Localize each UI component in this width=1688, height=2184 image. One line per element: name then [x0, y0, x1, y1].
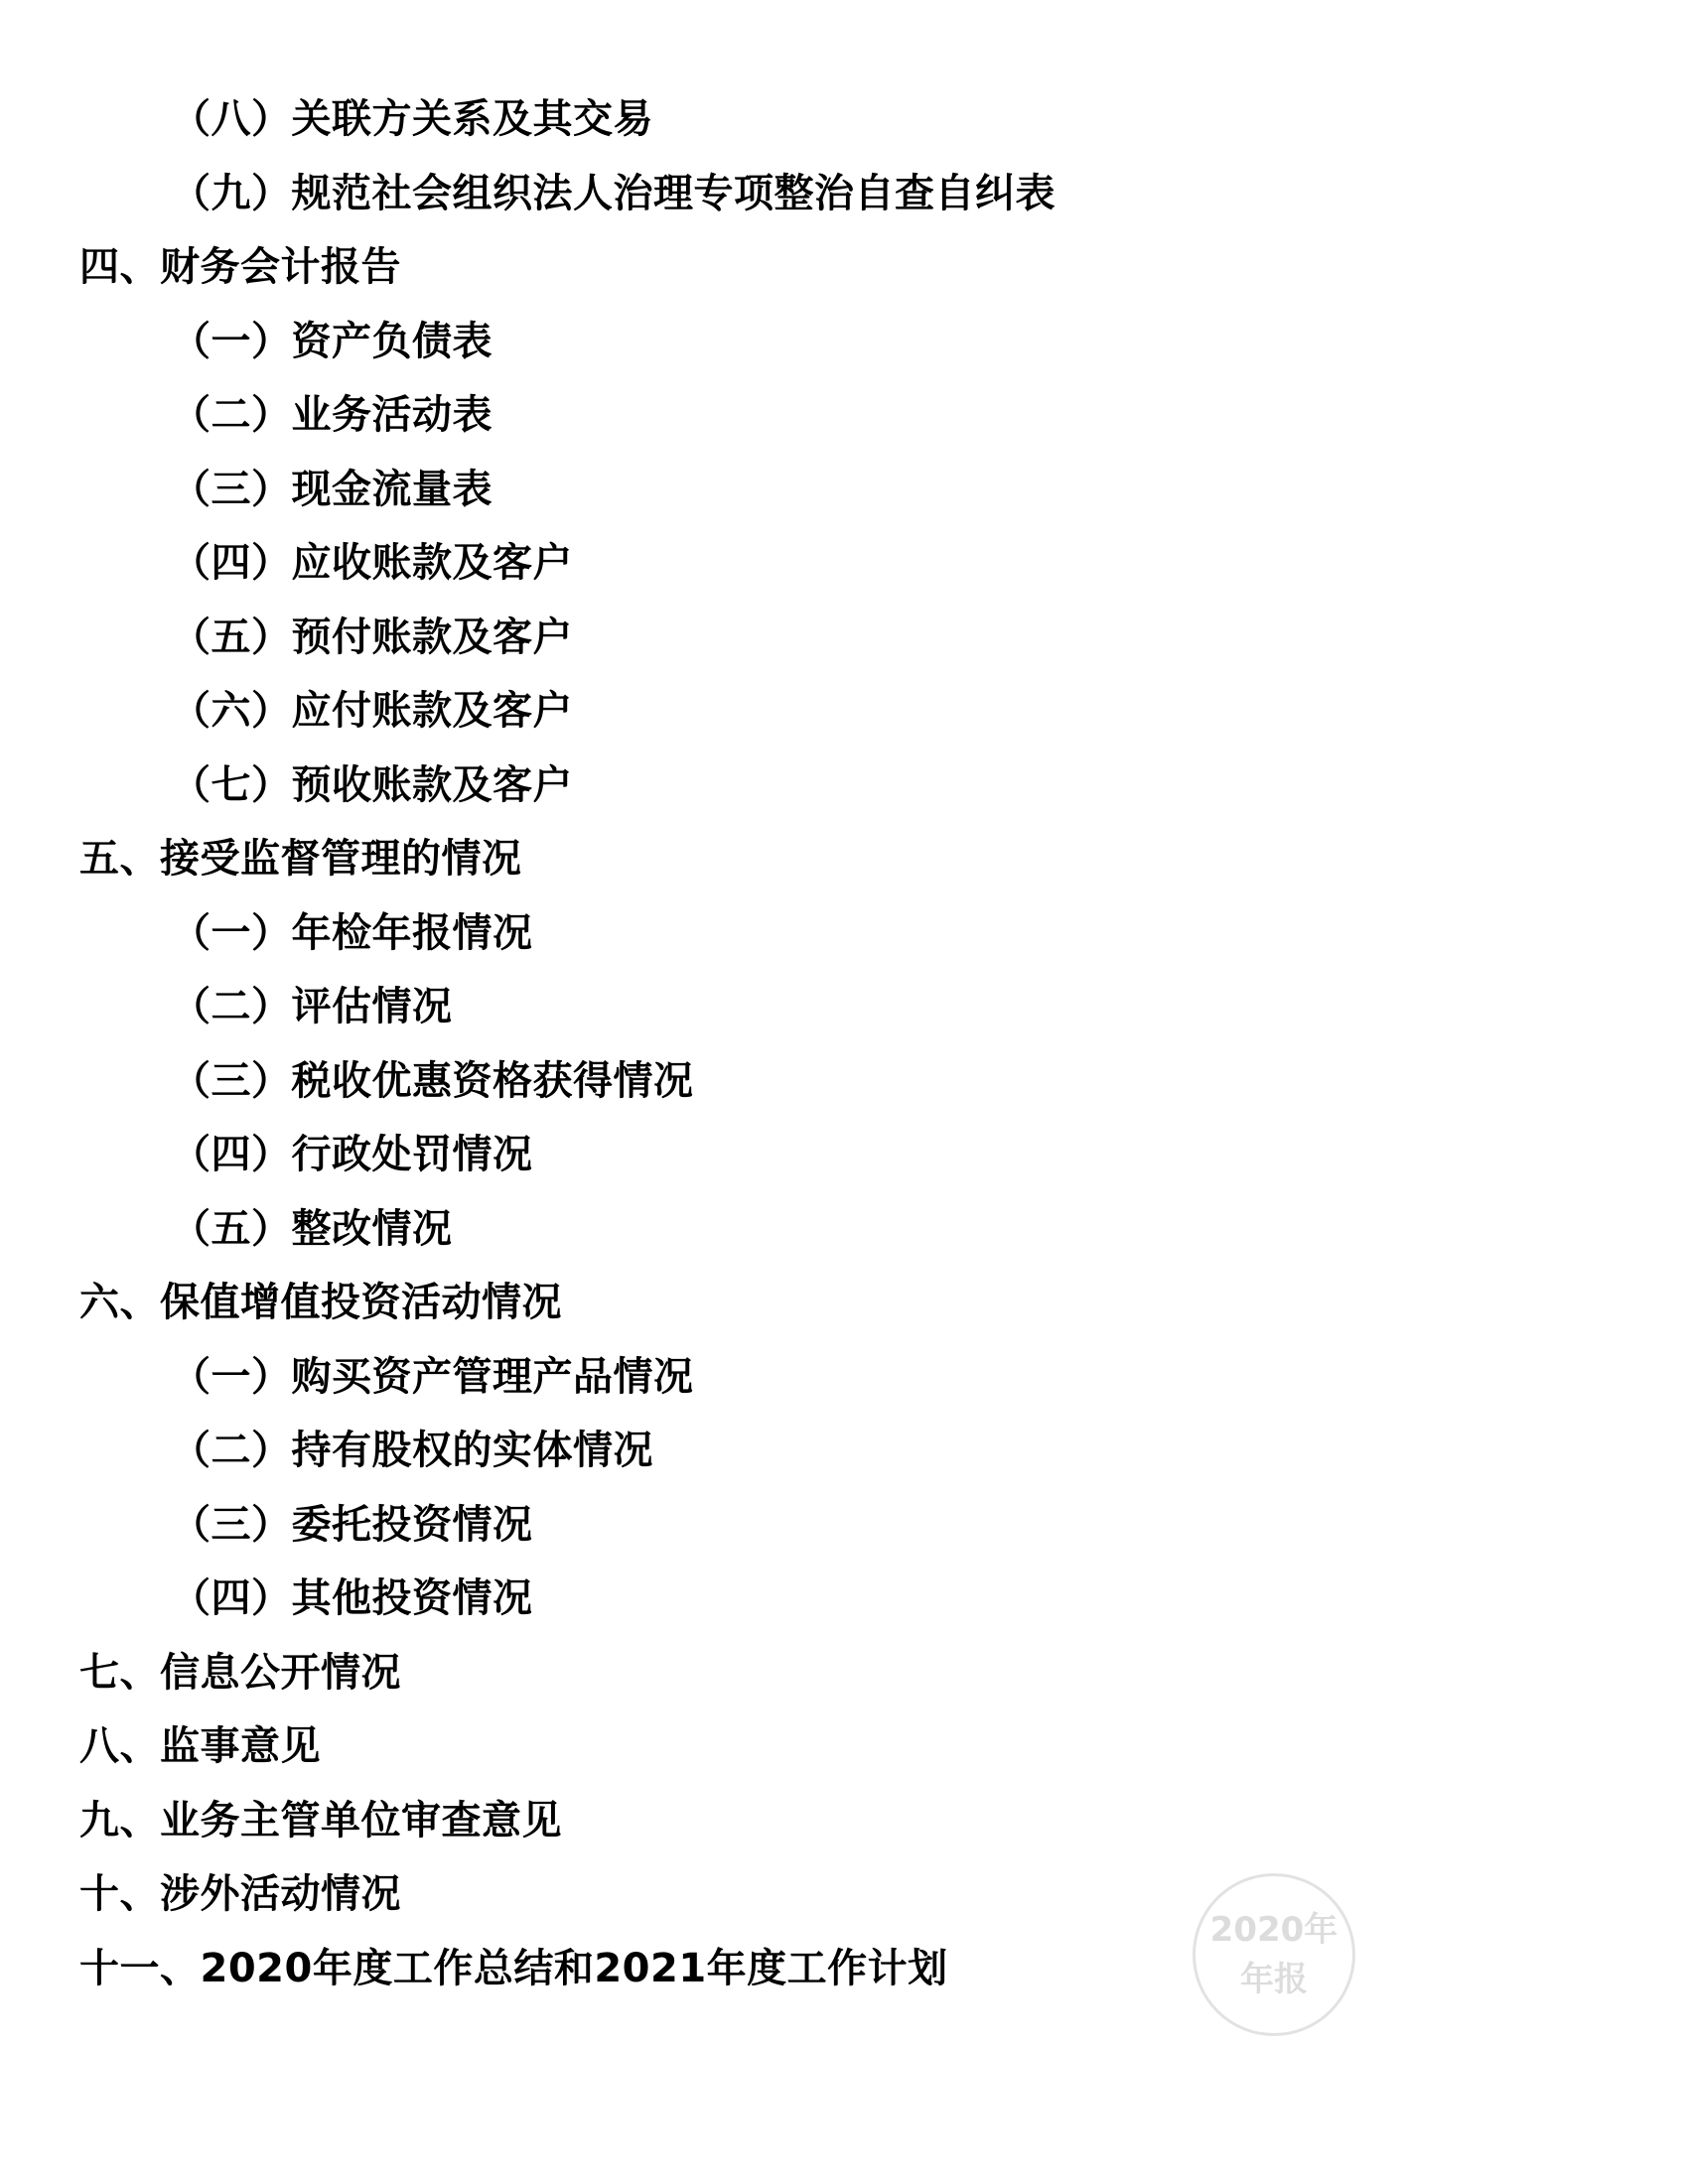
- toc-item: （二）持有股权的实体情况: [171, 1428, 653, 1473]
- toc-section-heading: 七、信息公开情况: [79, 1649, 401, 1696]
- toc-section-heading: 四、财务会计报告: [79, 244, 401, 290]
- toc-item: （五）预付账款及客户: [171, 614, 573, 660]
- table-of-contents: [0, 89, 1688, 2012]
- toc-section-heading: 九、业务主管单位审查意见: [79, 1797, 562, 1843]
- toc-item: （四）应收账款及客户: [171, 540, 573, 586]
- toc-section-heading: 十一、2020年度工作总结和2021年度工作计划: [79, 1945, 948, 1991]
- toc-item: （一）购买资产管理产品情况: [171, 1353, 694, 1400]
- toc-item: （四）其他投资情况: [171, 1575, 533, 1621]
- toc-item: （一）年检年报情况: [171, 909, 533, 956]
- stamp-line-label: 年报: [1240, 1960, 1308, 1999]
- toc-item: （六）应付账款及客户: [171, 688, 573, 734]
- stamp-line-year: 2020年: [1209, 1910, 1338, 1950]
- toc-item: （二）业务活动表: [171, 392, 492, 438]
- toc-item: （二）评估情况: [171, 984, 453, 1029]
- toc-section-heading: 八、监事意见: [79, 1723, 321, 1769]
- toc-section-heading: 十、涉外活动情况: [79, 1871, 401, 1917]
- toc-item: （八）关联方关系及其交易: [171, 96, 653, 142]
- toc-item: （一）资产负债表: [171, 318, 492, 364]
- toc-item: （七）预收账款及客户: [171, 761, 573, 808]
- toc-item: （三）税收优惠资格获得情况: [171, 1057, 694, 1104]
- toc-item: （九）规范社会组织法人治理专项整治自查自纠表: [171, 170, 1055, 216]
- annual-report-stamp: [1193, 1873, 1355, 2036]
- toc-item: （三）委托投资情况: [171, 1501, 533, 1548]
- toc-section-heading: 五、接受监督管理的情况: [79, 836, 522, 882]
- toc-section-heading: 六、保值增值投资活动情况: [79, 1280, 562, 1325]
- toc-item: （四）行政处罚情况: [171, 1132, 533, 1177]
- toc-item: （五）整改情况: [171, 1205, 453, 1252]
- toc-item: （三）现金流量表: [171, 466, 492, 512]
